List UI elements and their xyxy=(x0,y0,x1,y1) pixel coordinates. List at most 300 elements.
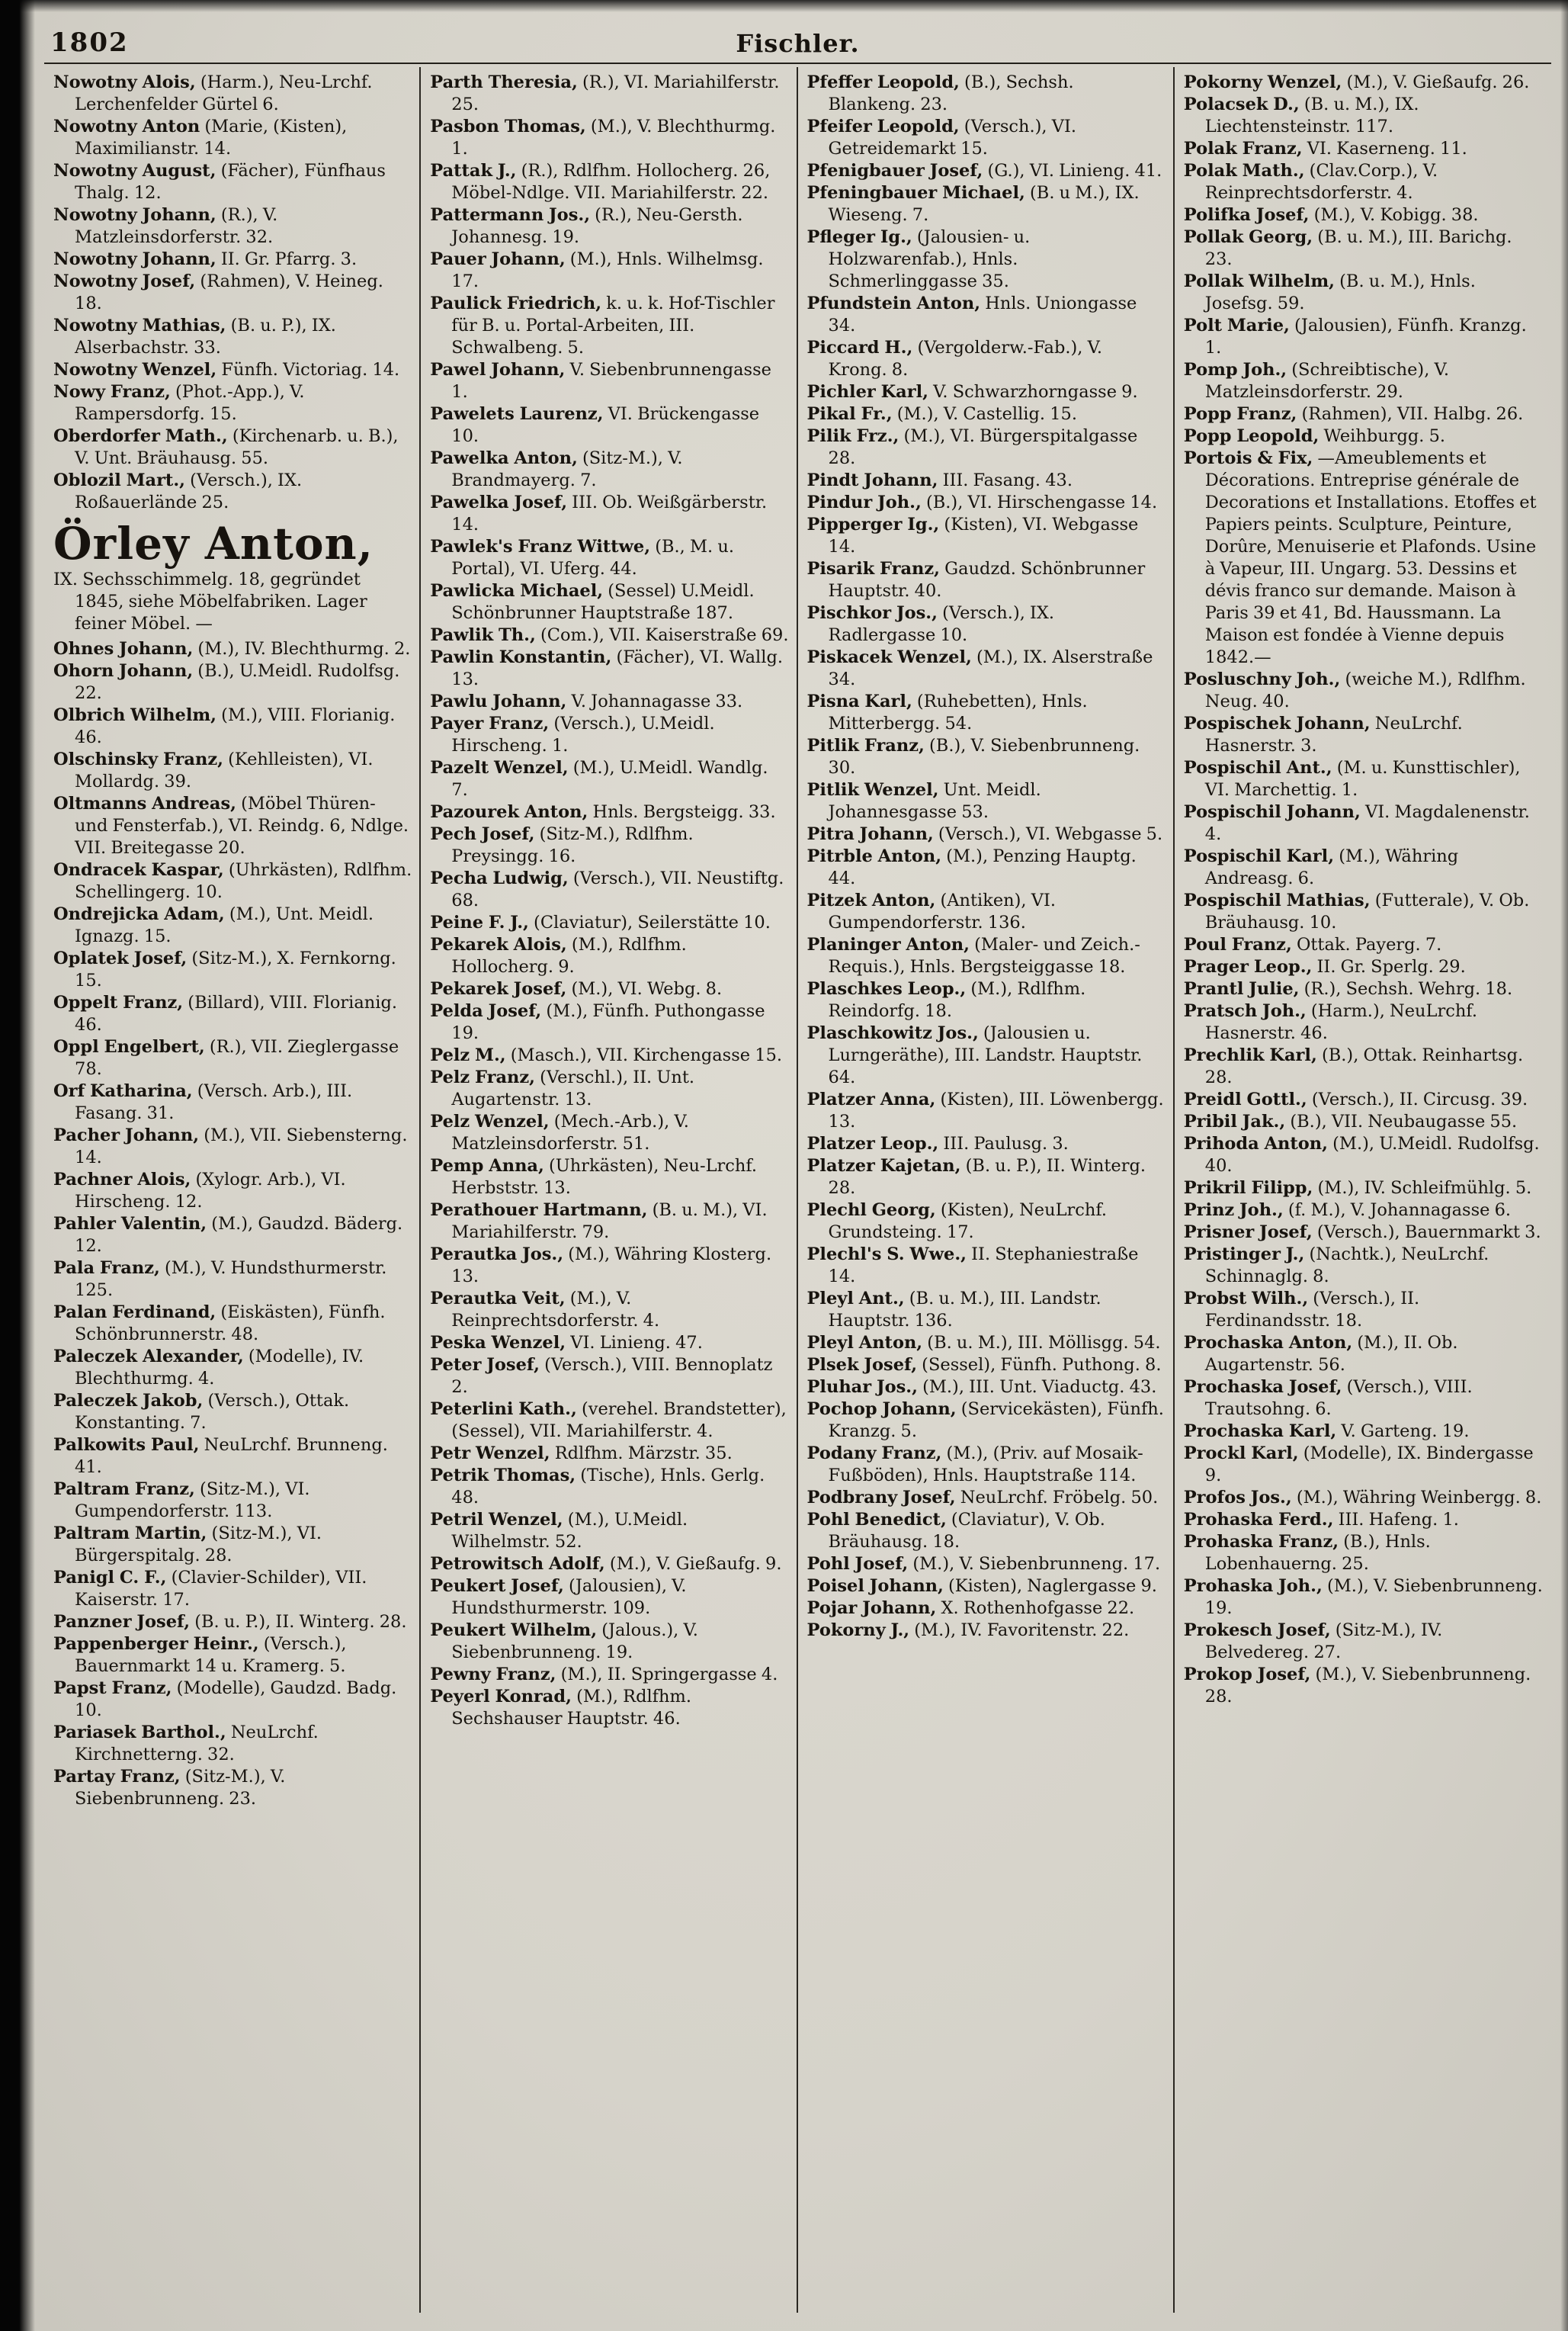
directory-entry xyxy=(807,691,1166,735)
entry-name: Pristinger J., xyxy=(1183,1244,1305,1264)
directory-entry xyxy=(1184,403,1544,425)
directory-entry xyxy=(430,403,788,448)
entry-name: Ondrejicka Adam, xyxy=(53,904,225,924)
directory-entry xyxy=(1184,1089,1544,1111)
entry-text: (Kisten), Naglergasse 9. xyxy=(943,1576,1157,1596)
entry-text: (Versch.), VIII. Bennoplatz 2. xyxy=(451,1355,773,1397)
entry-text: (Claviatur), V. Ob. Bräuhausg. 18. xyxy=(828,1510,1105,1552)
entry-name: Prinz Joh., xyxy=(1183,1200,1284,1220)
entry-name: Poisel Johann, xyxy=(806,1576,944,1596)
directory-entry xyxy=(53,160,412,204)
entry-name: Pisna Karl, xyxy=(806,692,912,711)
entry-text: (Kirchenarb. u. B.), V. Unt. Bräuhausg. 55. xyxy=(75,426,399,468)
entry-text: (B. u. M.), III. Barichg. 23. xyxy=(1204,227,1512,269)
entry-name: Polt Marie, xyxy=(1183,316,1290,336)
entry-text: Gaudzd. Schönbrunner Hauptstr. 40. xyxy=(828,559,1146,601)
directory-entry xyxy=(1184,1531,1544,1575)
entry-name: Papst Franz, xyxy=(53,1678,172,1698)
entry-text: (Antiken), VI. Gumpendorferstr. 136. xyxy=(828,891,1057,933)
entry-name: Paulick Friedrich, xyxy=(430,294,602,313)
entry-name: Pojar Johann, xyxy=(806,1598,937,1618)
entry-name: Platzer Leop., xyxy=(806,1134,939,1154)
directory-entry xyxy=(430,978,788,1000)
entry-name: Petril Wenzel, xyxy=(430,1510,563,1530)
entry-name: Nowotny Johann, xyxy=(53,205,216,225)
directory-entry xyxy=(807,492,1166,514)
entry-name: Petrowitsch Adolf, xyxy=(430,1554,605,1574)
entry-name: Nowotny August, xyxy=(53,161,216,181)
page-header xyxy=(44,23,1551,64)
entry-text: X. Rothenhofgasse 22. xyxy=(936,1598,1135,1618)
directory-entry xyxy=(807,1199,1166,1244)
directory-entry xyxy=(807,846,1166,890)
entry-text: (Marie, (Kisten), Maximilianstr. 14. xyxy=(75,117,348,159)
directory-entry xyxy=(1184,1222,1544,1244)
entry-name: Pawelka Josef, xyxy=(430,493,568,512)
directory-entry xyxy=(1184,1000,1544,1045)
entry-name: Polacsek D., xyxy=(1183,95,1300,114)
scan-edge-top xyxy=(0,0,1568,12)
entry-text: (Eiskästen), Fünfh. Schönbrunnerstr. 48. xyxy=(75,1302,386,1344)
entry-name: Poul Franz, xyxy=(1183,935,1292,955)
directory-entry xyxy=(430,1465,788,1509)
entry-name: Pochop Johann, xyxy=(806,1399,957,1419)
directory-entry xyxy=(430,1199,788,1244)
directory-entry xyxy=(807,824,1166,846)
entry-text: (B. u. P.), II. Winterg. 28. xyxy=(828,1156,1146,1198)
directory-entry xyxy=(807,425,1166,470)
entry-name: Prockl Karl, xyxy=(1183,1443,1299,1463)
entry-name: Pokorny J., xyxy=(806,1620,910,1640)
entry-text: (G.), VI. Linieng. 41. xyxy=(983,161,1162,181)
directory-entry xyxy=(53,1479,412,1523)
entry-text: (M.), U.Meidl. Rudolfsg. 40. xyxy=(1204,1134,1540,1176)
directory-entry xyxy=(807,403,1166,425)
entry-text: Weihburgg. 5. xyxy=(1319,426,1446,446)
directory-entry xyxy=(807,779,1166,824)
entry-text: (Versch. Arb.), III. Fasang. 31. xyxy=(75,1081,353,1123)
directory-entry xyxy=(53,1080,412,1125)
entry-name: Prokop Josef, xyxy=(1183,1665,1311,1684)
entry-text: Rdlfhm. Märzstr. 35. xyxy=(550,1443,733,1463)
entry-text: (R.), Neu-Gersth. Johannesg. 19. xyxy=(451,205,743,247)
entry-text: (B. u. M.), VI. Mariahilferstr. 79. xyxy=(451,1200,768,1242)
entry-name: Polak Math., xyxy=(1183,161,1305,181)
entry-text: (R.), VI. Mariahilferstr. 25. xyxy=(451,72,780,114)
entry-name: Pitra Johann, xyxy=(806,824,934,844)
directory-entry xyxy=(807,1443,1166,1487)
entry-text: (Com.), VII. Kaiserstraße 69. xyxy=(535,625,789,645)
entry-name: Platzer Kajetan, xyxy=(806,1156,961,1176)
entry-text: (Harm.), Neu-Lrchf. Lerchenfelder Gürtel 6. xyxy=(75,72,373,114)
entry-text: (B.), V. Siebenbrunneng. 30. xyxy=(828,736,1140,778)
directory-entry xyxy=(1184,801,1544,846)
entry-text: (Futterale), V. Ob. Bräuhausg. 10. xyxy=(1204,891,1530,933)
entry-name: Pribil Jak., xyxy=(1183,1112,1286,1132)
entry-text: VI. Linieng. 47. xyxy=(566,1333,703,1353)
directory-entry xyxy=(53,72,412,116)
display-entry xyxy=(53,519,412,635)
directory-entry xyxy=(430,1067,788,1111)
entry-text: (B.), U.Meidl. Rudolfsg. 22. xyxy=(75,661,400,703)
entry-text: IX. Sechsschimmelg. 18, gegründet 1845, siehe Möbelfabriken. Lager feiner Möbel. — xyxy=(53,570,367,634)
directory-entry xyxy=(53,904,412,948)
directory-entry xyxy=(53,948,412,992)
directory-entry xyxy=(807,1597,1166,1620)
entry-text: —Ameublements et Décorations. Entreprise générale de Decorations et Installations. Etoffes et Papiers peints. Sculpture, Peinture, Dorûre, Menuiserie et Plafonds. Usine à Vapeur, III. Ungarg. 53. Dessins et dévis franco sur demande. Maison à Paris 39 et 41, Bd. Haussmann. La Maison est fondée à Vienne depuis 1842.— xyxy=(1204,448,1537,667)
entry-text: VI. Magdalenenstr. 4. xyxy=(1204,802,1530,844)
directory-entry xyxy=(807,1575,1166,1597)
entry-name: Peukert Josef, xyxy=(430,1576,564,1596)
entry-name: Perautka Veit, xyxy=(430,1289,566,1308)
entry-name: Pfeffer Leopold, xyxy=(806,72,960,92)
entry-text: (M.), II. Ob. Augartenstr. 56. xyxy=(1204,1333,1458,1375)
entry-text: V. Schwarzhorngasse 9. xyxy=(928,382,1138,402)
entry-text: (Sitz-M.), V. Siebenbrunneng. 23. xyxy=(75,1767,286,1809)
entry-name: Perautka Jos., xyxy=(430,1244,564,1264)
entry-name: Prihoda Anton, xyxy=(1183,1134,1328,1154)
entry-text: (B.), Sechsh. Blankeng. 23. xyxy=(828,72,1074,114)
entry-text: (Sitz-M.), VI. Gumpendorferstr. 113. xyxy=(75,1479,310,1521)
entry-text: (Phot.-App.), V. Rampersdorfg. 15. xyxy=(75,382,305,424)
entry-text: (M.), Hnls. Wilhelmsg. 17. xyxy=(451,249,764,291)
entry-text: (Möbel Thüren- und Fensterfab.), VI. Reindg. 6, Ndlge. VII. Breitegasse 20. xyxy=(75,794,409,858)
entry-text: NeuLrchf. Fröbelg. 50. xyxy=(955,1488,1159,1507)
entry-text: (Clavier-Schilder), VII. Kaiserstr. 17. xyxy=(75,1568,367,1610)
directory-entry xyxy=(1184,956,1544,978)
directory-entry xyxy=(1184,1332,1544,1376)
entry-name: Olschinsky Franz, xyxy=(53,750,223,769)
entry-text: V. Garteng. 19. xyxy=(1336,1421,1470,1441)
entry-name: Prohaska Ferd., xyxy=(1183,1510,1334,1530)
entry-text: (Servicekästen), Fünfh. Kranzg. 5. xyxy=(828,1399,1164,1441)
entry-name: Nowotny Mathias, xyxy=(53,316,226,336)
entry-text: (Nachtk.), NeuLrchf. Schinnaglg. 8. xyxy=(1204,1244,1489,1286)
entry-name: Pecha Ludwig, xyxy=(430,869,569,888)
directory-entry xyxy=(53,1722,412,1766)
directory-entry xyxy=(807,1553,1166,1575)
entry-name: Ohorn Johann, xyxy=(53,661,194,681)
entry-text: (M.), Währing Klosterg. 13. xyxy=(451,1244,772,1286)
directory-entry xyxy=(430,1332,788,1354)
entry-name: Pawlu Johann, xyxy=(430,692,567,711)
entry-name: Peska Wenzel, xyxy=(430,1333,566,1353)
entry-text: (B. u. M.), IX. Liechtensteinstr. 117. xyxy=(1204,95,1419,136)
entry-name: Peukert Wilhelm, xyxy=(430,1620,598,1640)
entry-text: (M.), II. Springergasse 4. xyxy=(556,1665,778,1684)
entry-name: Pawelka Anton, xyxy=(430,448,578,468)
directory-entry xyxy=(53,1302,412,1346)
directory-entry xyxy=(430,293,788,359)
entry-name: Prikril Filipp, xyxy=(1183,1178,1313,1198)
entry-name: Prohaska Joh., xyxy=(1183,1576,1323,1596)
directory-entry xyxy=(1184,757,1544,801)
entry-name: Pospischil Karl, xyxy=(1183,846,1335,866)
entry-text: (Uhrkästen), Neu-Lrchf. Herbststr. 13. xyxy=(451,1156,758,1198)
entry-text: (Verschl.), II. Unt. Augartenstr. 13. xyxy=(451,1068,695,1109)
directory-entry xyxy=(430,1664,788,1686)
page-number: 1802 xyxy=(50,27,129,58)
entry-text: Fünfh. Victoriag. 14. xyxy=(216,360,400,380)
entry-name: Nowotny Wenzel, xyxy=(53,360,217,380)
directory-entry xyxy=(807,72,1166,116)
entry-text: (M.), Fünfh. Puthongasse 19. xyxy=(451,1001,765,1043)
entry-text: VI. Brückengasse 10. xyxy=(451,404,760,446)
directory-entry xyxy=(807,160,1166,182)
directory-entry xyxy=(1184,1199,1544,1222)
entry-text: (Sitz-M.), V. Brandmayerg. 7. xyxy=(451,448,683,490)
entry-text: (verehel. Brandstetter), (Sessel), VII. Mariahilferstr. 4. xyxy=(451,1399,787,1441)
directory-entry xyxy=(53,1169,412,1213)
entry-text: (Versch.), VII. Neustiftg. 68. xyxy=(451,869,784,910)
entry-name: Pipperger Ig., xyxy=(806,515,940,535)
entry-text: Hnls. Bergsteigg. 33. xyxy=(588,802,776,822)
entry-name: Pitzek Anton, xyxy=(806,891,936,910)
entry-name: Peterlini Kath., xyxy=(430,1399,577,1419)
directory-entry xyxy=(1184,669,1544,713)
entry-text: III. Ob. Weißgärberstr. 14. xyxy=(451,493,768,535)
directory-entry xyxy=(1184,890,1544,934)
directory-entry xyxy=(807,890,1166,934)
entry-text: (Versch.), VI. Webgasse 5. xyxy=(933,824,1163,844)
entry-name: Pattak J., xyxy=(430,161,517,181)
entry-name: Pawlik Th., xyxy=(430,625,536,645)
directory-entry xyxy=(1184,1288,1544,1332)
entry-name: Petr Wenzel, xyxy=(430,1443,550,1463)
directory-entry xyxy=(1184,1575,1544,1620)
entry-name: Pohl Josef, xyxy=(806,1554,909,1574)
entry-name: Piskacek Wenzel, xyxy=(806,647,972,667)
entry-text: (Jalousien), V. Hundsthurmerstr. 109. xyxy=(451,1576,687,1618)
directory-entry xyxy=(807,337,1166,381)
entry-name: Plechl Georg, xyxy=(806,1200,936,1220)
entry-name: Pemp Anna, xyxy=(430,1156,544,1176)
entry-text: (Schreibtische), V. Matzleinsdorferstr. 29. xyxy=(1204,360,1449,402)
directory-entry xyxy=(1184,1664,1544,1708)
directory-entry xyxy=(807,735,1166,779)
entry-name: Pech Josef, xyxy=(430,824,535,844)
entry-text: III. Paulusg. 3. xyxy=(938,1134,1069,1154)
entry-name: Pekarek Josef, xyxy=(430,979,567,999)
entry-text: (M.), V. Siebenbrunneng. 17. xyxy=(908,1554,1161,1574)
directory-entry xyxy=(53,381,412,425)
entry-text: (B. u. P.), II. Winterg. 28. xyxy=(190,1612,407,1632)
entry-name: Pelz Franz, xyxy=(430,1068,536,1087)
directory-entry xyxy=(53,660,412,705)
entry-name: Paleczek Jakob, xyxy=(53,1391,204,1411)
entry-text: (Modelle), Gaudzd. Badg. 10. xyxy=(75,1678,397,1720)
directory-entry xyxy=(430,1553,788,1575)
entry-name: Pitrble Anton, xyxy=(806,846,942,866)
entry-name: Pasbon Thomas, xyxy=(430,117,586,136)
directory-entry xyxy=(430,1288,788,1332)
entry-name: Polifka Josef, xyxy=(1183,205,1310,225)
entry-text: (Versch.), II. Ferdinandsstr. 18. xyxy=(1204,1289,1420,1331)
directory-entry xyxy=(53,1125,412,1169)
entry-text: (Sitz-M.), VI. Bürgerspitalg. 28. xyxy=(75,1523,322,1565)
directory-entry xyxy=(807,470,1166,492)
entry-name: Prochaska Josef, xyxy=(1183,1377,1342,1397)
entry-text: (B.), VI. Hirschengasse 14. xyxy=(921,493,1158,512)
entry-name: Pazelt Wenzel, xyxy=(430,758,569,778)
directory-entry xyxy=(430,912,788,934)
entry-name: Peine F. J., xyxy=(430,913,529,933)
directory-entry xyxy=(1184,226,1544,271)
entry-name: Platzer Anna, xyxy=(806,1090,936,1109)
entry-name: Pitlik Franz, xyxy=(806,736,925,756)
entry-text: (Versch.), U.Meidl. Hirscheng. 1. xyxy=(451,714,715,756)
entry-name: Portois & Fix, xyxy=(1183,448,1313,468)
entry-text: (Versch.), Bauernmarkt 3. xyxy=(1312,1222,1541,1242)
entry-name: Pfeningbauer Michael, xyxy=(806,183,1025,203)
entry-name: Pawelets Laurenz, xyxy=(430,404,604,424)
entry-name: Payer Franz, xyxy=(430,714,550,734)
directory-entry xyxy=(807,116,1166,160)
page-content xyxy=(44,23,1551,2319)
entry-name: Pfenigbauer Josef, xyxy=(806,161,983,181)
entry-name: Pachner Alois, xyxy=(53,1170,191,1190)
directory-entry xyxy=(807,1244,1166,1288)
entry-text: Unt. Meidl. Johannesgasse 53. xyxy=(828,780,1041,822)
entry-name: Pokorny Wenzel, xyxy=(1183,72,1342,92)
directory-entry xyxy=(1184,1133,1544,1177)
entry-text: (M.), VI. Bürgerspitalgasse 28. xyxy=(828,426,1138,468)
entry-name: Piccard H., xyxy=(806,338,913,358)
entry-text: (Rahmen), VII. Halbg. 26. xyxy=(1297,404,1524,424)
entry-name: Probst Wilh., xyxy=(1183,1289,1309,1308)
entry-name: Perathouer Hartmann, xyxy=(430,1200,648,1220)
entry-name: Ondracek Kaspar, xyxy=(53,860,224,880)
entry-text: (B. u. P.), IX. Alserbachstr. 33. xyxy=(75,316,336,358)
entry-text: (Sitz-M.), IV. Belvedereg. 27. xyxy=(1204,1620,1443,1662)
directory-entry xyxy=(807,1332,1166,1354)
entry-text: (Versch.), VIII. Trautsohng. 6. xyxy=(1204,1377,1473,1419)
entry-text: (M.), V. Gießaufg. 26. xyxy=(1342,72,1530,92)
directory-entry xyxy=(1184,315,1544,359)
entry-name: Pindt Johann, xyxy=(806,470,938,490)
entry-text: (Fächer), VI. Wallg. 13. xyxy=(451,647,784,689)
entry-name: Pomp Joh., xyxy=(1183,360,1287,380)
directory-entry xyxy=(1184,448,1544,669)
entry-name: Pluhar Jos., xyxy=(806,1377,918,1397)
entry-text: (Sitz-M.), X. Fernkorng. 15. xyxy=(75,949,396,991)
directory-entry xyxy=(430,580,788,624)
directory-entry xyxy=(53,1611,412,1633)
directory-entry xyxy=(1184,1244,1544,1288)
entry-text: (Ruhebetten), Hnls. Mitterbergg. 54. xyxy=(828,692,1088,734)
directory-entry xyxy=(430,1443,788,1465)
directory-entry xyxy=(807,1376,1166,1398)
directory-columns xyxy=(44,67,1551,2313)
directory-entry xyxy=(430,1244,788,1288)
directory-entry xyxy=(1184,1177,1544,1199)
entry-text: (M.), III. Unt. Viaductg. 43. xyxy=(917,1377,1157,1397)
directory-column-2 xyxy=(421,67,797,2313)
directory-entry xyxy=(807,934,1166,978)
directory-entry xyxy=(430,249,788,293)
entry-text: (Versch.), IX. Radlergasse 10. xyxy=(828,603,1055,645)
directory-entry xyxy=(807,1133,1166,1155)
entry-text: (Modelle), IX. Bindergasse 9. xyxy=(1204,1443,1534,1485)
directory-entry xyxy=(53,793,412,859)
entry-name: Oplatek Josef, xyxy=(53,949,188,968)
entry-name: Pawlek's Franz Wittwe, xyxy=(430,537,651,557)
entry-text: (B. u. M.), III. Möllisgg. 54. xyxy=(922,1333,1161,1353)
entry-name: Pawel Johann, xyxy=(430,360,566,380)
entry-name: Pitlik Wenzel, xyxy=(806,780,939,800)
running-head: Fischler. xyxy=(736,29,860,58)
entry-name: Petrik Thomas, xyxy=(430,1466,576,1485)
entry-text: VI. Kaserneng. 11. xyxy=(1302,139,1467,159)
directory-column-3 xyxy=(798,67,1175,2313)
entry-text: (M.), IV. Favoritenstr. 22. xyxy=(909,1620,1130,1640)
entry-text: (M.), U.Meidl. Wandlg. 7. xyxy=(451,758,768,800)
directory-entry xyxy=(1184,1443,1544,1487)
directory-entry xyxy=(430,1155,788,1199)
entry-name: Pollak Georg, xyxy=(1183,227,1313,247)
directory-entry xyxy=(807,1487,1166,1509)
directory-entry xyxy=(430,691,788,713)
entry-text: III. Fasang. 43. xyxy=(938,470,1073,490)
directory-entry xyxy=(53,271,412,315)
entry-name: Pikal Fr., xyxy=(806,404,893,424)
directory-entry xyxy=(53,249,412,271)
entry-text: (M.), V. Siebenbrunneng. 28. xyxy=(1204,1665,1531,1707)
directory-entry xyxy=(430,713,788,757)
entry-text: (M.), Währing Weinbergg. 8. xyxy=(1291,1488,1542,1507)
entry-text: (Kehlleisten), VI. Mollardg. 39. xyxy=(75,750,374,791)
entry-name: Pindur Joh., xyxy=(806,493,922,512)
directory-entry xyxy=(1184,160,1544,204)
directory-entry xyxy=(53,859,412,904)
entry-name: Pfeifer Leopold, xyxy=(806,117,960,136)
entry-text: (M.), V. Reinprechtsdorferstr. 4. xyxy=(451,1289,660,1331)
entry-name: Pewny Franz, xyxy=(430,1665,556,1684)
entry-text: (Clav.Corp.), V. Reinprechtsdorferstr. 4. xyxy=(1204,161,1438,203)
entry-name: Nowotny Anton xyxy=(53,117,200,136)
entry-text: (Versch.), VI. Getreidemarkt 15. xyxy=(828,117,1076,159)
directory-entry xyxy=(53,1523,412,1567)
entry-text: Ottak. Payerg. 7. xyxy=(1291,935,1442,955)
directory-entry xyxy=(1184,1111,1544,1133)
directory-entry xyxy=(807,226,1166,293)
entry-name: Pospischil Mathias, xyxy=(1183,891,1371,910)
entry-name: Posluschny Joh., xyxy=(1183,669,1341,689)
entry-name: Pisarik Franz, xyxy=(806,559,941,579)
directory-entry xyxy=(53,425,412,470)
entry-text: (M.), Rdlfhm. Hollocherg. 9. xyxy=(451,935,687,977)
entry-name: Panzner Josef, xyxy=(53,1612,191,1632)
entry-name: Prantl Julie, xyxy=(1183,979,1300,999)
entry-text: (Sitz-M.), Rdlfhm. Preysingg. 16. xyxy=(451,824,694,866)
directory-entry xyxy=(53,1346,412,1390)
entry-text: (M.), V. Hundsthurmerstr. 125. xyxy=(75,1258,387,1300)
entry-text: (M.), Währing Andreasg. 6. xyxy=(1204,846,1459,888)
directory-entry xyxy=(807,602,1166,647)
scan-edge-right xyxy=(1560,0,1568,2331)
entry-name: Pollak Wilhelm, xyxy=(1183,271,1335,291)
entry-name: Preidl Gottl., xyxy=(1183,1090,1307,1109)
entry-name: Prochaska Anton, xyxy=(1183,1333,1353,1353)
entry-name: Pahler Valentin, xyxy=(53,1214,207,1234)
entry-name: Plsek Josef, xyxy=(806,1355,918,1375)
entry-text: (Jalousien), Fünfh. Kranzg. 1. xyxy=(1204,316,1527,358)
directory-entry xyxy=(807,1089,1166,1133)
entry-name: Prisner Josef, xyxy=(1183,1222,1313,1242)
entry-text: (B.), VII. Neubaugasse 55. xyxy=(1285,1112,1518,1132)
directory-entry xyxy=(430,204,788,249)
entry-text: (Modelle), IV. Blechthurmg. 4. xyxy=(75,1347,364,1389)
